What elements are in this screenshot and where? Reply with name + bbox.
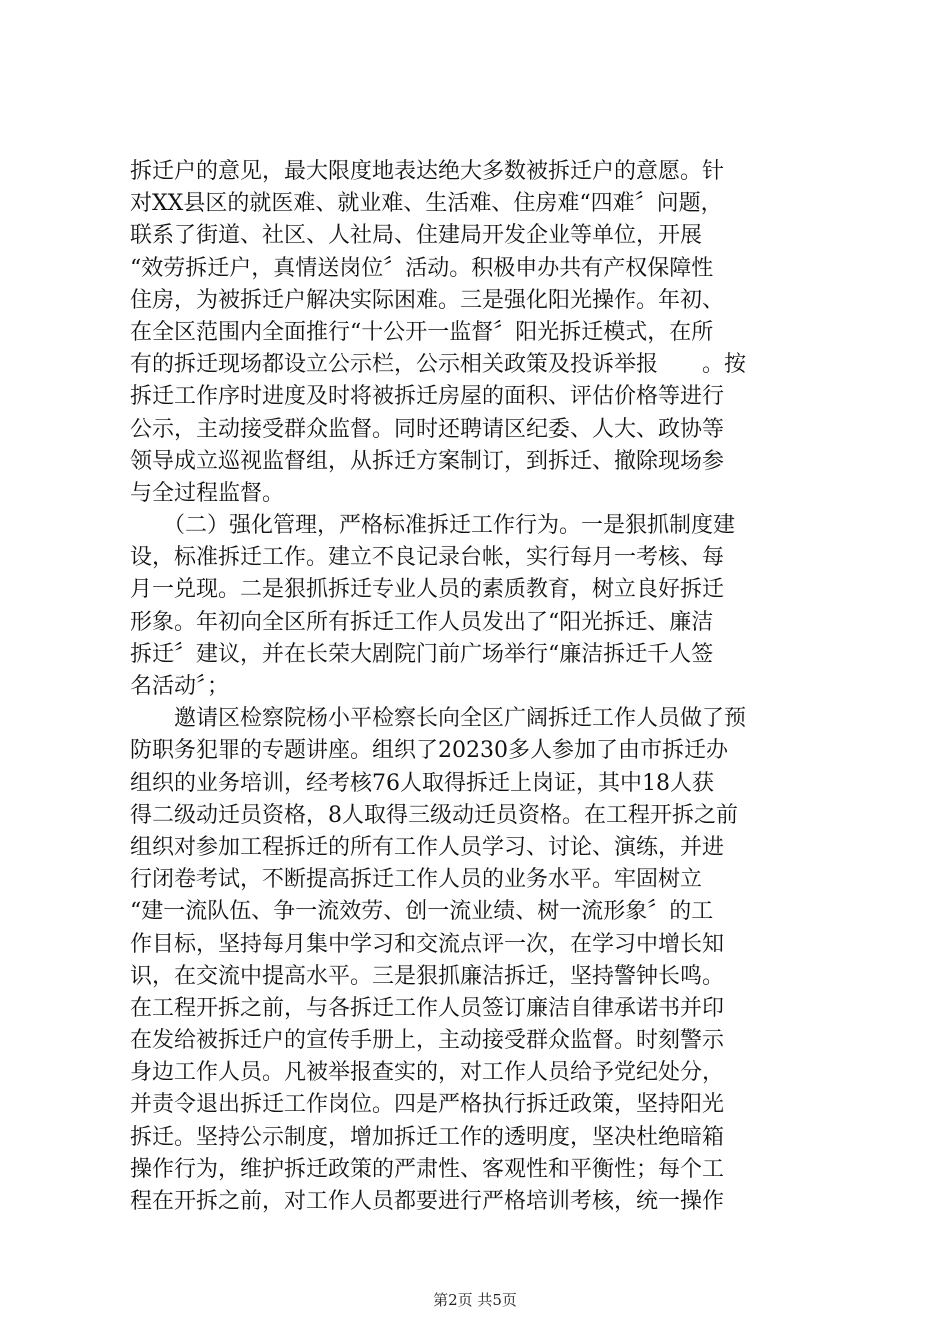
text-line: 拆迁〞建议，并在长荣大剧院门前广场举行“廉洁拆迁千人签 <box>130 641 714 667</box>
text-line: 识，在交流中提高水平。三是狠抓廉洁拆迁，坚持警钟长鸣。 <box>130 963 725 989</box>
text-line: 操作行为，维护拆迁政策的严肃性、客观性和平衡性；每个工 <box>130 1156 725 1182</box>
text-line: 有的拆迁现场都设立公示栏，公示相关政策及投诉举报 。按 <box>130 352 747 378</box>
text-line: 组织对参加工程拆迁的所有工作人员学习、讨论、演练，并进 <box>130 834 725 860</box>
text-line: 程在开拆之前，对工作人员都要进行严格培训考核，统一操作 <box>130 1189 725 1214</box>
text-line: 在发给被拆迁户的宣传手册上，主动接受群众监督。时刻警示 <box>130 1028 725 1054</box>
text-line: 名活动〞； <box>130 674 230 699</box>
text-line: 拆迁户的意见，最大限度地表达绝大多数被拆迁户的意愿。针 <box>130 159 725 184</box>
text-line: 公示，主动接受群众监督。同时还聘请区纪委、人大、政协等 <box>130 416 725 442</box>
text-line: 邀请区检察院杨小平检察长向全区广阔拆迁工作人员做了预 <box>130 706 747 732</box>
text-line: 拆迁。坚持公示制度，增加拆迁工作的透明度，坚决杜绝暗箱 <box>130 1124 725 1150</box>
text-line: 住房，为被拆迁户解决实际困难。三是强化阳光操作。年初、 <box>130 287 725 313</box>
text-line: 对XX县区的就医难、就业难、生活难、住房难“四难〞问题， <box>130 191 723 217</box>
text-line: 拆迁工作序时进度及时将被拆迁房屋的面积、评估价格等进行 <box>130 384 725 410</box>
document-body <box>130 156 832 1218</box>
text-line: 身边工作人员。凡被举报查实的，对工作人员给予党纪处分， <box>130 1060 725 1086</box>
text-line: 组织的业务培训，经考核76人取得拆迁上岗证，其中18人获 <box>130 770 714 796</box>
text-line: “建一流队伍、争一流效劳、创一流业绩、树一流形象〞的工 <box>130 899 714 925</box>
text-line: 领导成立巡视监督组，从拆迁方案制订，到拆迁、撤除现场参 <box>130 448 725 474</box>
text-line: “效劳拆迁户，真情送岗位〞活动。积极申办共有产权保障性 <box>130 255 714 281</box>
text-line: 得二级动迁员资格，8人取得三级动迁员资格。在工程开拆之前 <box>130 802 738 828</box>
text-line: 在工程开拆之前，与各拆迁工作人员签订廉洁自律承诺书并印 <box>130 995 725 1021</box>
text-line: 与全过程监督。 <box>130 480 285 506</box>
text-line: 联系了街道、社区、人社局、住建局开发企业等单位，开展 <box>130 223 703 249</box>
text-line: 形象。年初向全区所有拆迁工作人员发出了“阳光拆迁、廉洁 <box>130 609 714 635</box>
text-line: 防职务犯罪的专题讲座。组织了20230多人参加了由市拆迁办 <box>130 738 728 764</box>
text-line: 月一兑现。二是狠抓拆迁专业人员的素质教育，树立良好拆迁 <box>130 577 725 603</box>
text-line: 在全区范围内全面推行“十公开一监督〞阳光拆迁模式，在所 <box>130 319 714 345</box>
text-line: 行闭卷考试，不断提高拆迁工作人员的业务水平。牢固树立 <box>130 867 703 893</box>
text-line: 设，标准拆迁工作。建立不良记录台帐，实行每月一考核、每 <box>130 545 725 571</box>
page-footer: 第2页 共5页 <box>433 1291 517 1309</box>
text-line: （二）强化管理，严格标准拆迁工作行为。一是狠抓制度建 <box>130 513 736 539</box>
text-line: 并责令退出拆迁工作岗位。四是严格执行拆迁政策，坚持阳光 <box>130 1092 725 1118</box>
text-line: 作目标，坚持每月集中学习和交流点评一次，在学习中增长知 <box>130 931 725 957</box>
